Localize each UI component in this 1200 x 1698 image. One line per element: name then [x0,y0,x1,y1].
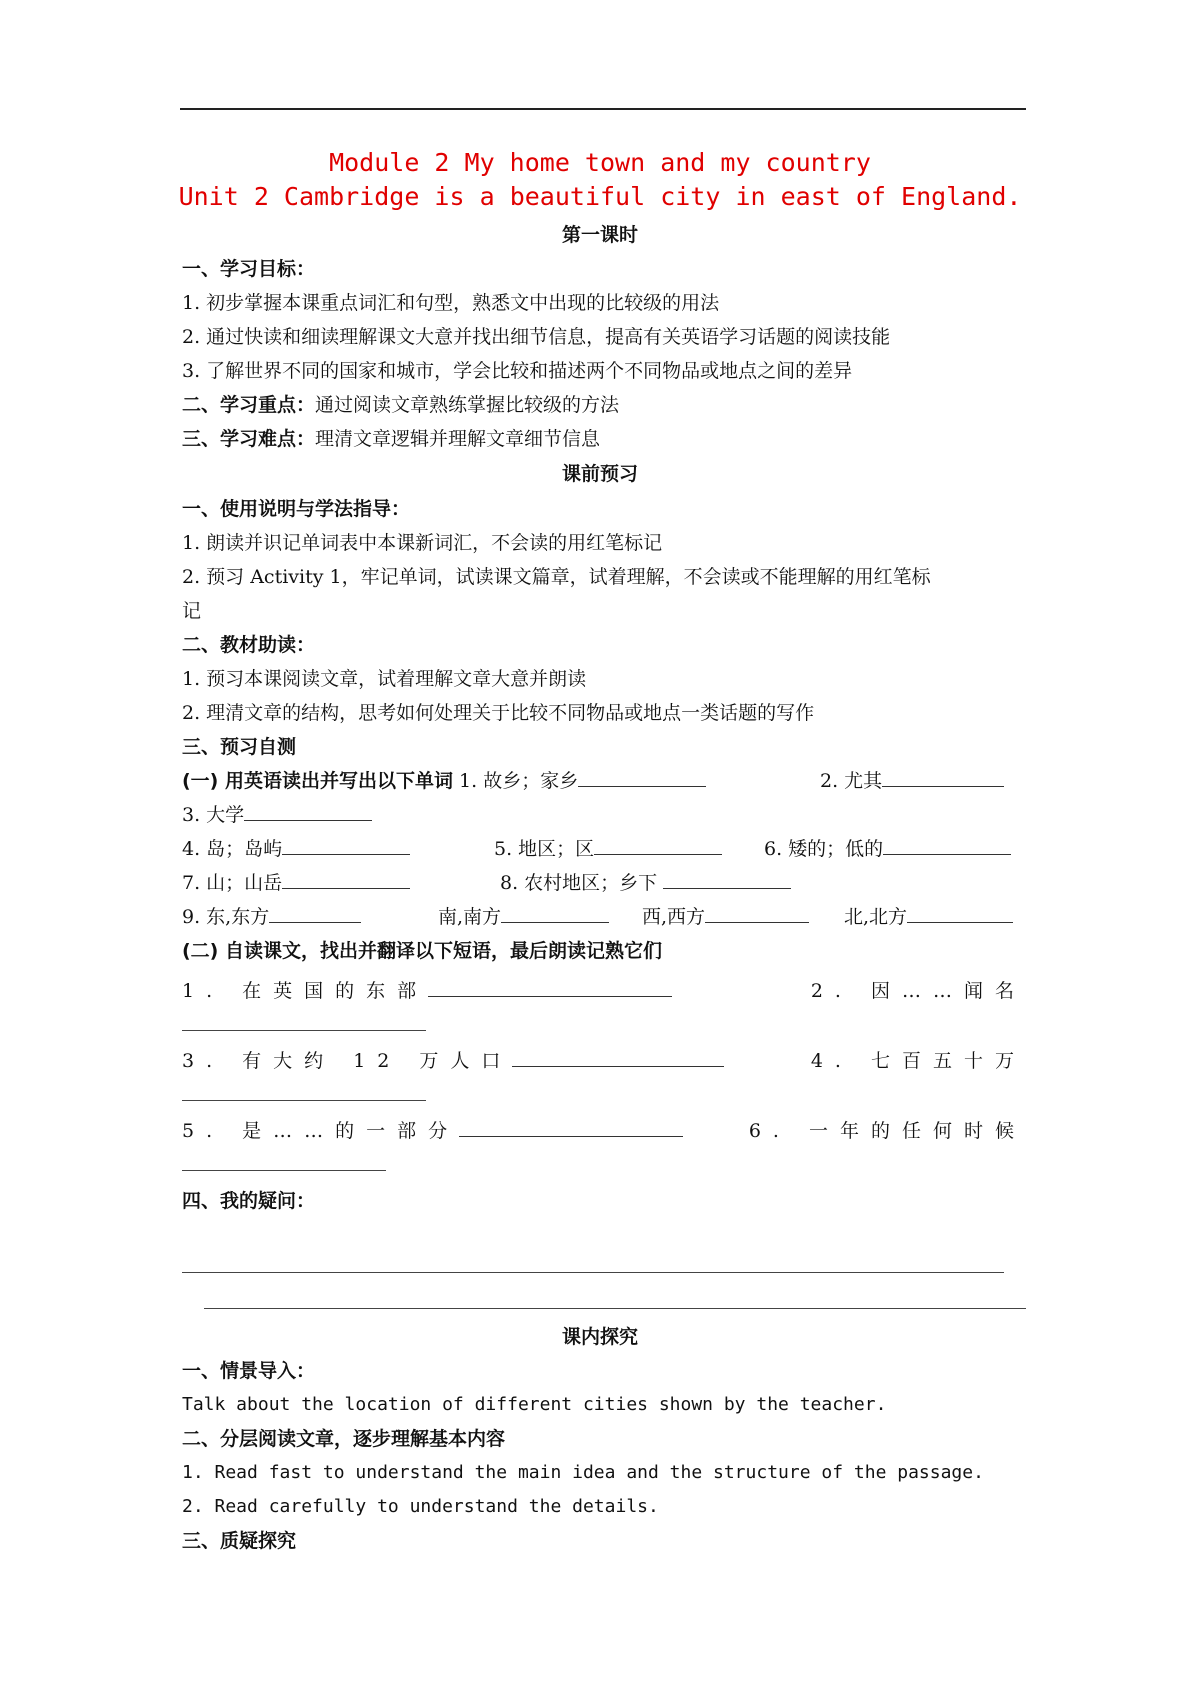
module-title: Module 2 My home town and my country [329,148,871,177]
phrase-prompt: 4. 七百五十万 [810,1050,1026,1072]
words-row-2 [182,800,1026,830]
word-prompt: 9. 东,东方 [182,906,270,928]
inquiry-heading: 三、质疑探究 [182,1530,297,1552]
reading-heading: 二、分层阅读文章，逐步理解基本内容 [182,1428,506,1450]
header-rule [180,108,1026,110]
goal-item: 1. 初步掌握本课重点词汇和句型，熟悉文中出现的比较级的用法 [182,292,720,314]
answer-blank[interactable] [501,902,609,923]
phrase-prompt: 3. 有大约 12 万人口 [182,1050,513,1072]
key-point-label: 二、学习重点： [182,394,316,416]
goals-heading: 一、学习目标： [182,258,316,280]
answer-blank[interactable] [244,800,372,821]
self-test-heading: 三、预习自测 [182,736,297,758]
word-prompt: 7. 山；山岳 [182,872,283,894]
key-point-text: 通过阅读文章熟练掌握比较级的方法 [315,394,620,416]
answer-blank[interactable] [269,902,361,923]
unit-title: Unit 2 Cambridge is a beautiful city in east of England. [178,182,1022,211]
answer-blank[interactable] [594,834,722,855]
answer-blank[interactable] [663,868,791,889]
answer-blank[interactable] [428,976,672,997]
usage-item: 2. 预习 Activity 1，牢记单词，试读课文篇章，试着理解，不会读或不能理解的用红笔标 [182,566,931,588]
word-prompt: 5. 地区；区 [494,834,722,864]
intro-text: Talk about the location of different cities shown by the teacher. [182,1394,887,1415]
word-prompt: 北,北方 [844,902,1013,932]
inclass-title: 课内探究 [561,1326,638,1348]
word-prompt: 8. 农村地区；乡下 [500,868,791,898]
answer-blank[interactable] [578,766,706,787]
phrases-row-2 [182,1046,1026,1076]
words-row-3 [182,834,1026,864]
answer-blank[interactable] [182,1100,426,1101]
usage-item: 1. 朗读并识记单词表中本课新词汇，不会读的用红笔标记 [182,532,663,554]
answer-blank[interactable] [182,1170,386,1171]
preview-title: 课前预习 [561,463,638,485]
question-answer-line[interactable] [204,1308,1026,1309]
word-prompt: 2. 尤其 [820,766,1004,796]
usage-item-cont: 记 [182,600,202,622]
key-point [182,390,1026,420]
phrases-row-3 [182,1116,1026,1146]
word-prompt: 1. 故乡；家乡 [459,770,579,792]
words-row-1 [182,766,1026,796]
goal-item: 3. 了解世界不同的国家和城市，学会比较和描述两个不同物品或地点之间的差异 [182,360,853,382]
aid-item: 2. 理清文章的结构，思考如何处理关于比较不同物品或地点一类话题的写作 [182,702,815,724]
answer-blank[interactable] [882,766,1004,787]
part2-label: (二) 自读课文，找出并翻译以下短语，最后朗读记熟它们 [182,940,662,962]
reading-item: 2. Read carefully to understand the details. [182,1496,659,1517]
words-row-4 [182,868,1026,898]
part1-label: (一) 用英语读出并写出以下单词 [182,770,453,792]
difficulty-text: 理清文章逻辑并理解文章细节信息 [315,428,601,450]
phrase-prompt: 5. 是……的一部分 [182,1120,460,1142]
question-heading: 四、我的疑问： [182,1190,316,1212]
question-answer-line[interactable] [182,1272,1004,1273]
usage-heading: 一、使用说明与学法指导： [182,498,411,520]
aid-item: 1. 预习本课阅读文章，试着理解文章大意并朗读 [182,668,587,690]
difficulty-label: 三、学习难点： [182,428,316,450]
answer-blank[interactable] [907,902,1013,923]
reading-item: 1. Read fast to understand the main idea and the structure of the passage. [182,1462,984,1483]
word-prompt: 西,西方 [642,902,809,932]
answer-blank[interactable] [512,1046,724,1067]
word-prompt: 3. 大学 [182,804,245,826]
phrase-prompt: 6. 一年的任何时候 [748,1120,1026,1142]
intro-heading: 一、情景导入： [182,1360,316,1382]
phrase-prompt: 1. 在英国的东部 [182,980,429,1002]
answer-blank[interactable] [883,834,1011,855]
word-prompt: 4. 岛；岛屿 [182,838,283,860]
phrases-row-1 [182,976,1026,1006]
answer-blank[interactable] [705,902,809,923]
phrase-prompt: 2. 因……闻名 [810,980,1026,1002]
word-prompt: 6. 矮的；低的 [764,834,1011,864]
word-prompt: 南,南方 [438,902,609,932]
answer-blank[interactable] [282,868,410,889]
answer-blank[interactable] [459,1116,683,1137]
lesson-label: 第一课时 [561,224,638,246]
words-row-5 [182,902,1026,932]
answer-blank[interactable] [282,834,410,855]
difficulty [182,424,1026,454]
aid-heading: 二、教材助读： [182,634,316,656]
goal-item: 2. 通过快读和细读理解课文大意并找出细节信息，提高有关英语学习话题的阅读技能 [182,326,891,348]
answer-blank[interactable] [182,1030,426,1031]
